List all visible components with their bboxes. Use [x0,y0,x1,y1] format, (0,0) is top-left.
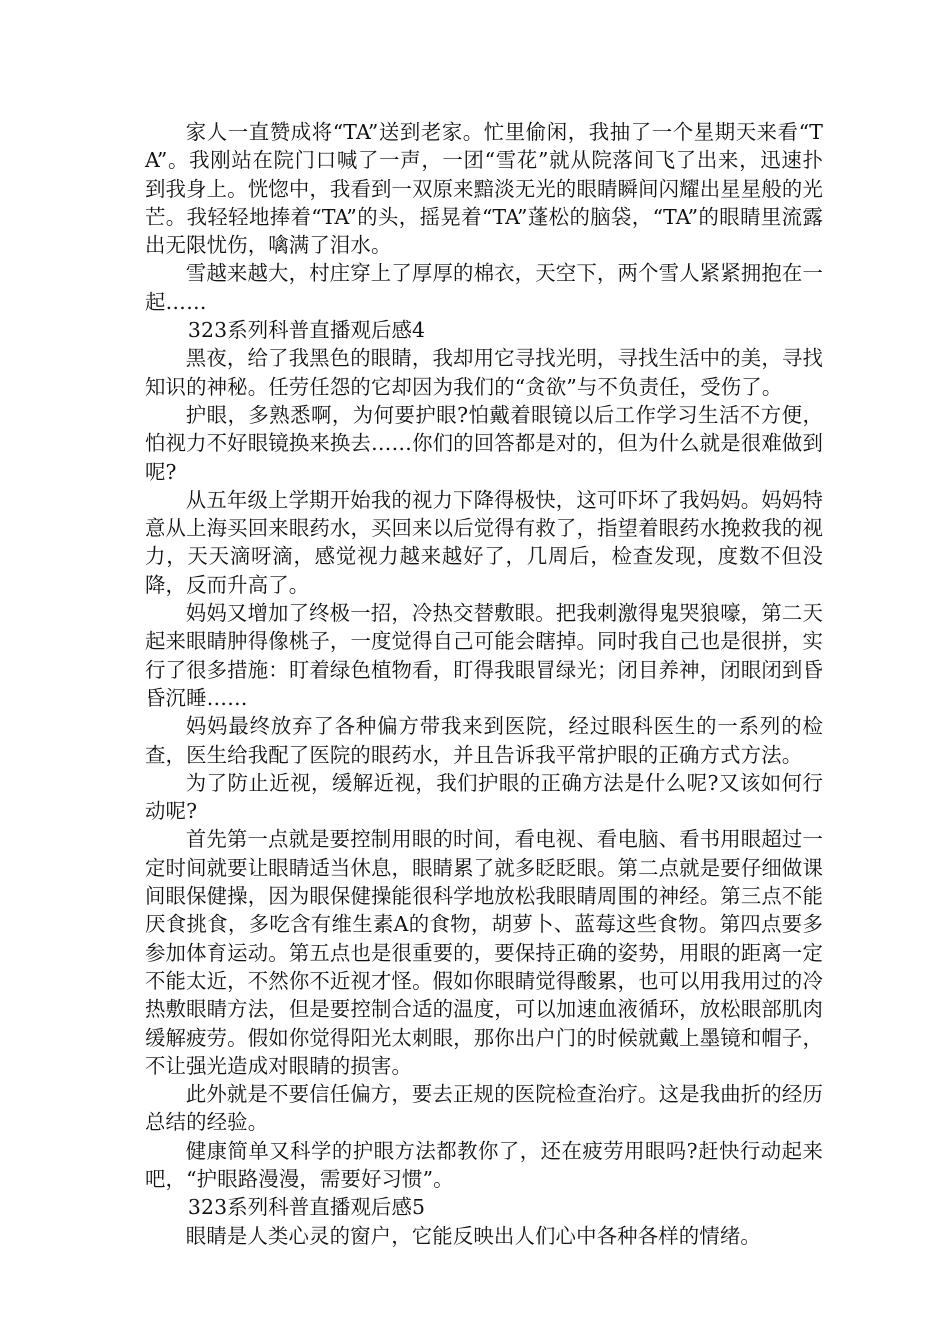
paragraph-why-protect-eyes: 护眼，多熟悉啊，为何要护眼?怕戴着眼镜以后工作学习生活不方便，怕视力不好眼镜换来换去……你们的回答都是对的，但为什么就是很难做到呢? [145,402,823,484]
paragraph-eye-care-methods: 首先第一点就是要控制用眼的时间，看电视、看电脑、看书用眼超过一定时间就要让眼睛适当休息，眼睛累了就多眨眨眼。第二点就是要仔细做课间眼保健操，因为眼保健操能很科学地放松我眼睛周围的神经。第三点不能厌食挑食，多吃含有维生素A的食物，胡萝卜、蓝莓这些食物。第四点要多参加体育运动。第五点也是很重要的，要保持正确的姿势，用眼的距离一定不能太近，不然你不近视才怪。假如你眼睛觉得酸累，也可以用我用过的冷热敷眼睛方法，但是要控制合适的温度，可以加速血液循环，放松眼部肌肉缓解疲劳。假如你觉得阳光太刺眼，那你出户门的时候就戴上墨镜和帽子，不让强光造成对眼睛的损害。 [145,827,823,1078]
paragraph-avoid-folk-remedies: 此外就是不要信任偏方，要去正规的医院检查治疗。这是我曲折的经历总结的经验。 [145,1082,823,1135]
section-heading-5: 323系列科普直播观后感5 [187,1195,426,1220]
section-heading-4: 323系列科普直播观后感4 [187,318,426,343]
paragraph-correct-method-question: 为了防止近视，缓解近视，我们护眼的正确方法是什么呢?又该如何行动呢? [145,770,823,824]
paragraph-black-eyes: 黑夜，给了我黑色的眼睛，我却用它寻找光明，寻找生活中的美，寻找知识的神秘。任劳任怨的它却因为我们的“贪欲”与不负责任，受伤了。 [145,346,823,399]
paragraph-snow-embrace: 雪越来越大，村庄穿上了厚厚的棉衣，天空下，两个雪人紧紧拥抱在一起…… [145,261,823,314]
paragraph-ta-visit: 家人一直赞成将“TA”送到老家。忙里偷闲，我抽了一个星期天来看“TA”。我刚站在院门口喊了一声，一团“雪花”就从院落间飞了出来，迅速扑到我身上。恍惚中，我看到一双原来黯淡无光的眼睛瞬间闪耀出星星般的光芒。我轻轻地捧着“TA”的头，摇晃着“TA”蓬松的脑袋，“TA”的眼睛里流露出无限忧伤，噙满了泪水。 [145,120,823,258]
paragraph-eyes-window: 眼睛是人类心灵的窗户，它能反映出人们心中各种各样的情绪。 [185,1223,761,1248]
paragraph-hot-cold-compress: 妈妈又增加了终极一招，冷热交替敷眼。把我刺激得鬼哭狼嚎，第二天起来眼睛肿得像桃子，一度觉得自己可能会瞎掉。同时我自己也是很拼，实行了很多措施：盯着绿色植物看，盯得我眼冒绿光；闭目养神，闭眼闭到昏昏沉睡…… [145,601,823,710]
paragraph-hospital-visit: 妈妈最终放弃了各种偏方带我来到医院，经过眼科医生的一系列的检查，医生给我配了医院的眼药水，并且告诉我平常护眼的正确方式方法。 [145,714,823,767]
paragraph-action-call: 健康简单又科学的护眼方法都教你了，还在疲劳用眼吗?赶快行动起来吧，“护眼路漫漫，需要好习惯”。 [145,1138,823,1191]
document-page [145,118,823,1250]
paragraph-vision-decline: 从五年级上学期开始我的视力下降得极快，这可吓坏了我妈妈。妈妈特意从上海买回来眼药水，买回来以后觉得有救了，指望着眼药水挽救我的视力，天天滴呀滴，感觉视力越来越好了，几周后，检查发现，度数不但没降，反而升高了。 [145,487,823,597]
